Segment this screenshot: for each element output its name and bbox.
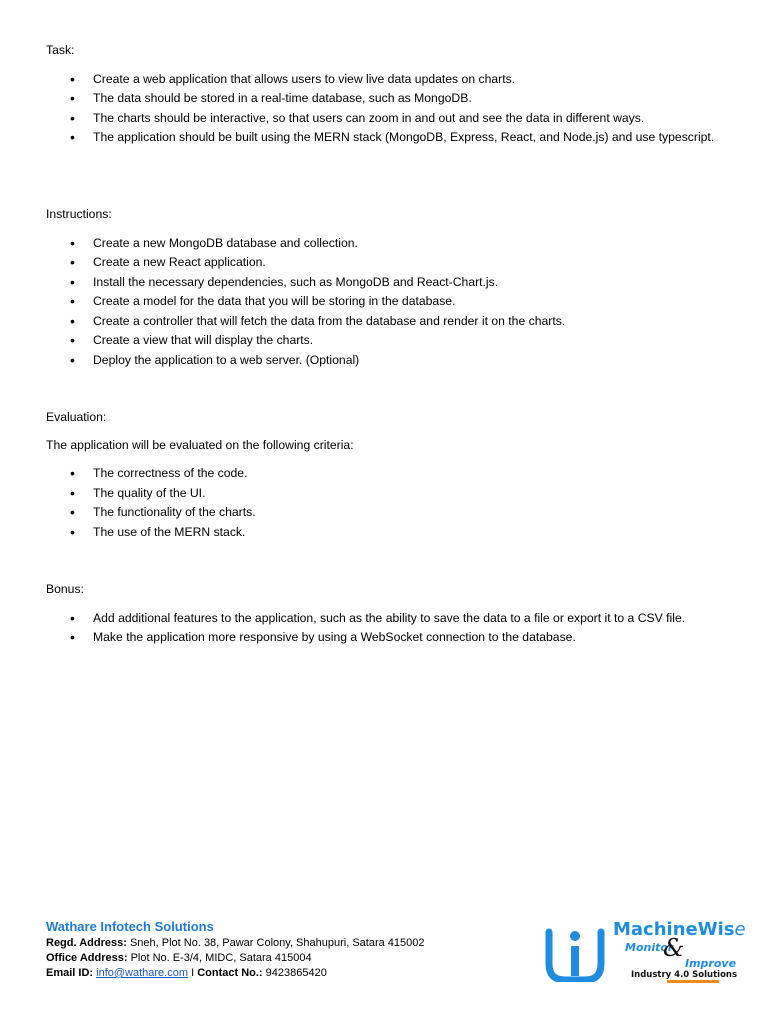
list-item: • The quality of the UI. [46,484,716,504]
logo-mark-icon [545,926,605,982]
logo-wordmark-main: MachineWis [613,919,735,940]
company-name: Wathare Infotech Solutions [46,919,214,934]
evaluation-heading: Evaluation: [46,410,107,424]
regd-address-label: Regd. Address: [46,937,127,949]
evaluation-intro: The application will be evaluated on the following criteria: [46,437,354,452]
evaluation-list [46,464,716,542]
task-list [46,70,716,148]
logo-ampersand: & [663,934,685,962]
email-link[interactable]: info@wathare.com [96,967,189,979]
list-item: • Install the necessary dependencies, such as MongoDB and React-Chart.js. [46,273,716,293]
list-item: • Create a new MongoDB database and collection. [46,234,716,254]
task-section [46,41,716,148]
footer [46,918,526,981]
email-label: Email ID: [46,967,94,979]
office-address-value: Plot No. E-3/4, MIDC, Satara 415004 [130,952,312,964]
contact-value: 9423865420 [265,967,327,979]
office-address-label: Office Address: [46,952,128,964]
machinewise-logo [545,920,760,986]
list-item: • Deploy the application to a web server. (Optional) [46,351,716,371]
list-item: • Create a new React application. [46,253,716,273]
list-item: • Create a view that will display the charts. [46,331,716,351]
logo-accent-bar [667,980,719,983]
list-item: • The correctness of the code. [46,464,716,484]
task-heading: Task: [46,43,75,57]
list-item: • Create a controller that will fetch the data from the database and render it on the charts. [46,312,716,332]
bonus-section [46,580,716,648]
list-item: • Create a model for the data that you will be storing in the database. [46,292,716,312]
evaluation-section [46,408,716,542]
list-item: • The functionality of the charts. [46,503,716,523]
separator: I [191,967,195,979]
list-item: • The use of the MERN stack. [46,523,716,543]
regd-address [46,936,526,951]
list-item: • The charts should be interactive, so that users can zoom in and out and see the data in different ways. [46,109,716,129]
logo-improve: Improve [685,957,737,970]
office-address [46,951,526,966]
bonus-list [46,609,716,648]
instructions-heading: Instructions: [46,207,112,221]
contact-label: Contact No.: [197,967,263,979]
logo-monitor: Monitor [625,941,674,954]
instructions-section [46,205,716,370]
instructions-list [46,234,716,371]
list-item: • The application should be built using the MERN stack (MongoDB, Express, React, and Node.js) and use typescript. [46,128,716,148]
logo-wordmark-tail: e [734,919,746,940]
list-item: • Create a web application that allows users to view live data updates on charts. [46,70,716,90]
contact-line [46,966,526,981]
logo-tagline: Industry 4.0 Solutions [631,970,738,980]
bonus-heading: Bonus: [46,582,84,596]
list-item: • Make the application more responsive by using a WebSocket connection to the database. [46,628,716,648]
list-item: • The data should be stored in a real-time database, such as MongoDB. [46,89,716,109]
list-item: • Add additional features to the application, such as the ability to save the data to a file or export it to a CSV file. [46,609,716,629]
regd-address-value: Sneh, Plot No. 38, Pawar Colony, Shahupuri, Satara 415002 [129,937,425,949]
